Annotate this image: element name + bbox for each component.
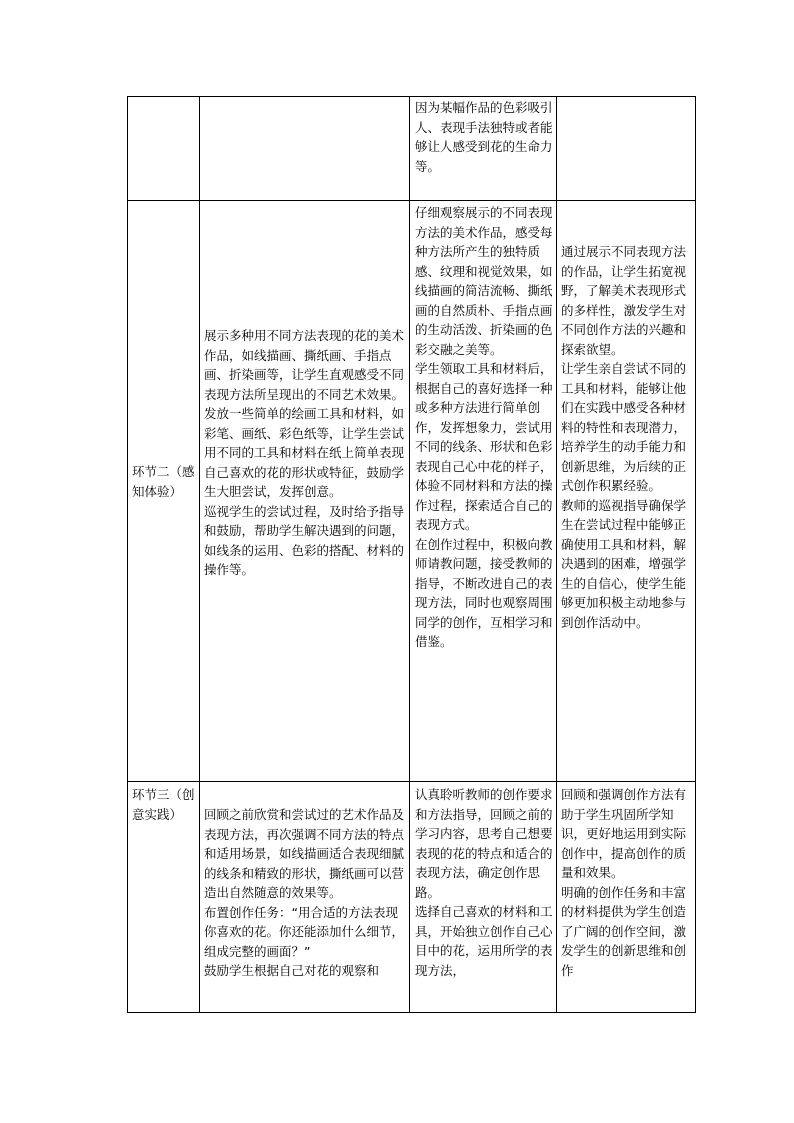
row1-student-cell	[415, 98, 554, 200]
row2-stage-cell	[132, 462, 196, 501]
student-paragraph: 因为某幅作品的色彩吸引人、表现手法独特或者能够让人感受到花的生命力等。	[415, 100, 553, 174]
stage-label: 环节二（感知体验）	[132, 464, 195, 499]
column-divider	[409, 97, 410, 1012]
lesson-plan-table	[127, 96, 696, 1013]
row3-stage-cell	[132, 785, 196, 824]
teacher-paragraph: 布置创作任务：“用合适的方法表现你喜欢的花。你还能添加什么细节，组成完整的画面？”	[204, 904, 405, 959]
column-divider	[199, 97, 200, 1012]
intent-paragraph: 回顾和强调创作方法有助于学生巩固所学知识，更好地运用到实际创作中，提高创作的质量和效果。	[561, 787, 687, 880]
row2-student-cell	[415, 203, 554, 652]
column-divider	[556, 97, 557, 1012]
teacher-paragraph: 鼓励学生根据自己对花的观察和	[204, 963, 380, 978]
row2-teacher-cell	[204, 326, 407, 580]
student-paragraph: 认真聆听教师的创作要求和方法指导，回顾之前的学习内容，思考自己想要表现的花的特点和适合的表现方法，确定创作思路。	[415, 787, 553, 900]
intent-paragraph: 明确的创作任务和丰富的材料提供为学生创造了广阔的创作空间，激发学生的创新思维和创作	[561, 884, 687, 978]
teacher-paragraph: 回顾之前欣赏和尝试过的艺术作品及表现方法，再次强调不同方法的特点和适用场景，如线描画适合表现细腻的线条和精致的形状，撕纸画可以营造出自然随意的效果等。	[204, 807, 405, 900]
intent-paragraph: 让学生亲自尝试不同的工具和材料，能够让他们在实践中感受各种材料的特性和表现潜力，培养学生的动手能力和创新思维，为后续的正式创作积累经验。	[561, 361, 687, 493]
intent-paragraph: 通过展示不同表现方法的作品，让学生拓宽视野，了解美术表现形式的多样性，激发学生对不同创作方法的兴趣和探索欲望。	[561, 244, 687, 357]
row1-stage-cell	[131, 97, 197, 200]
row3-teacher-cell	[204, 805, 407, 1013]
stage-label: 环节三（创意实践）	[132, 787, 195, 822]
student-paragraph: 学生领取工具和材料后，根据自己的喜好选择一种或多种方法进行简单创作，发挥想象力，尝试用不同的线条、形状和色彩表现自己心中花的样子，体验不同材料和方法的操作过程，探索适合自己的表现方式。	[415, 361, 553, 532]
teacher-paragraph: 发放一些简单的绘画工具和材料，如彩笔、画纸、彩色纸等，让学生尝试用不同的工具和材料在纸上简单表现自己喜欢的花的形状或特征，鼓励学生大胆尝试，发挥创意。	[204, 406, 405, 499]
student-paragraph: 在创作过程中，积极向教师请教问题，接受教师的指导，不断改进自己的表现方法，同时也观察周围同学的创作，互相学习和借鉴。	[415, 536, 553, 649]
row3-intent-cell	[561, 785, 694, 1013]
student-paragraph: 选择自己喜欢的材料和工具，开始独立创作自己心目中的花，运用所学的表现方法，	[415, 904, 553, 978]
student-paragraph: 仔细观察展示的不同表现方法的美术作品，感受每种方法所产生的独特质感、纹理和视觉效果，如线描画的简洁流畅、撕纸画的自然质朴、手指点画的生动活泼、折染画的色彩交融之美等。	[415, 205, 553, 357]
row2-intent-cell	[561, 242, 694, 632]
row-divider	[128, 781, 695, 782]
row3-student-cell	[415, 785, 554, 1013]
teacher-paragraph: 展示多种用不同方法表现的花的美术作品，如线描画、撕纸画、手指点画、折染画等，让学生直观感受不同表现方法所呈现出的不同艺术效果。	[204, 328, 405, 402]
row-divider	[128, 200, 695, 201]
teacher-paragraph: 巡视学生的尝试过程，及时给予指导和鼓励，帮助学生解决遇到的问题，如线条的运用、色彩的搭配、材料的操作等。	[204, 503, 405, 577]
intent-paragraph: 教师的巡视指导确保学生在尝试过程中能够正确使用工具和材料，解决遇到的困难，增强学生的自信心，使学生能够更加积极主动地参与到创作活动中。	[561, 497, 687, 630]
